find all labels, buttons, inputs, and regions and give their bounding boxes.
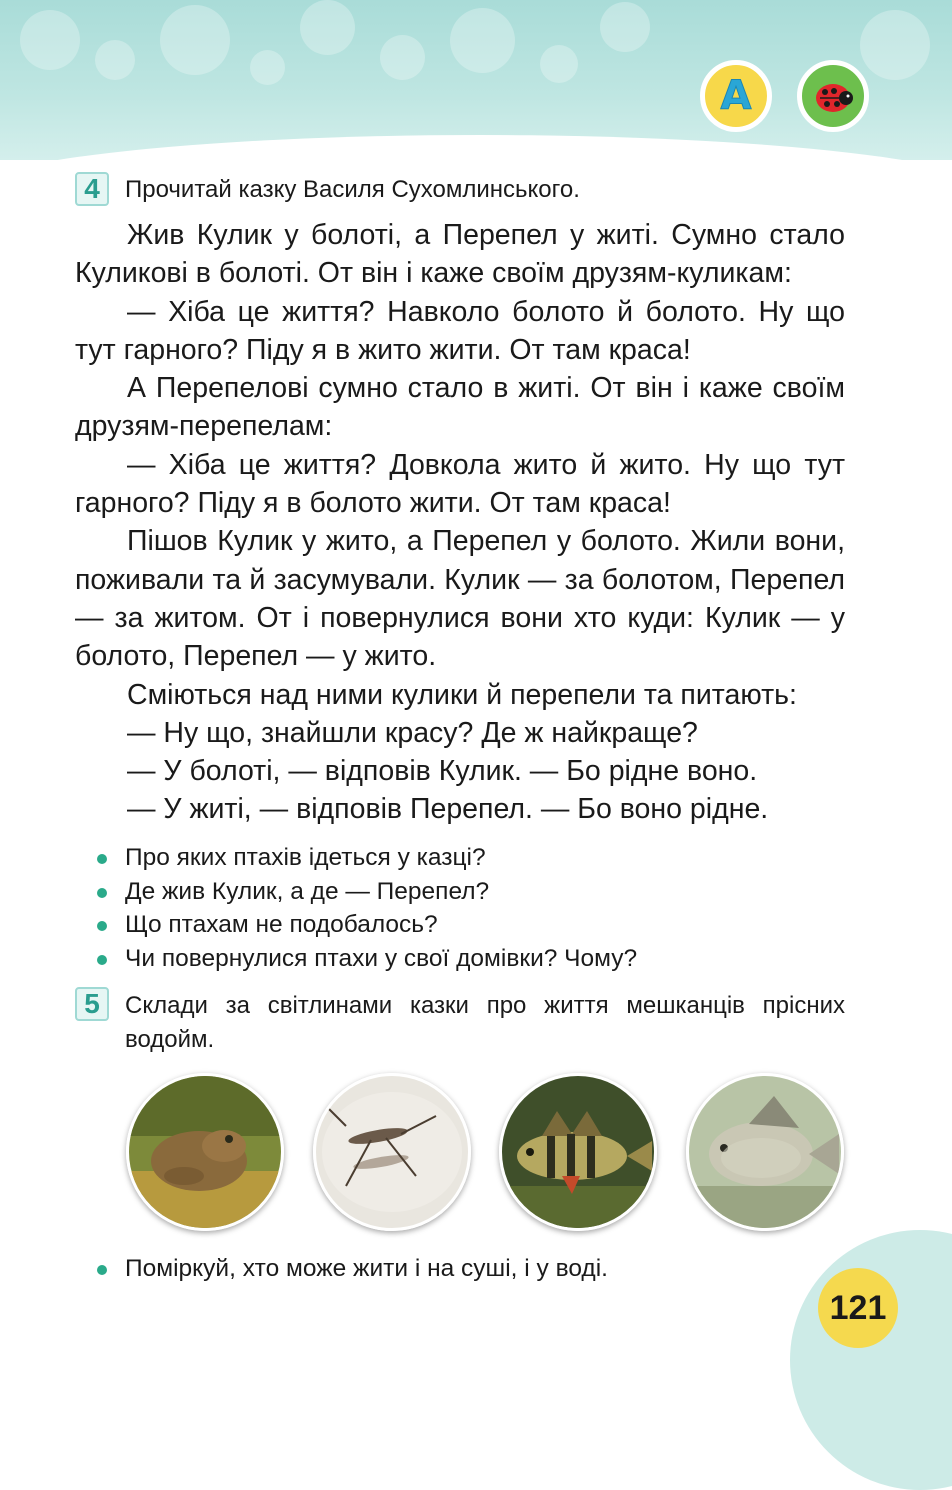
crucian-carp-photo [686, 1073, 844, 1231]
question-list [97, 1252, 857, 1286]
bullet-icon [97, 921, 107, 931]
story-paragraph: — Хіба це життя? Навколо болото й болото. Ну що тут гарного? Піду я в жито жити. От там краса! [75, 295, 845, 366]
story-paragraph: Пішов Кулик у жито, а Перепел у болото. Жили вони, поживали та й засумували. Кулик — за болотом, Перепел — за житом. От і повернулися вони хто куди: Кулик — у болото, Перепел — у жито. [75, 525, 845, 673]
story-text [75, 216, 845, 829]
toad-photo [126, 1073, 284, 1231]
story-paragraph: — У житі, — відповів Перепел. — Бо воно рідне. [127, 793, 769, 826]
task-number-badge: 5 [75, 987, 109, 1021]
list-item: Де жив Кулик, а де — Перепел? [97, 875, 857, 909]
story-paragraph: — У болоті, — відповів Кулик. — Бо рідне воно. [127, 755, 758, 788]
bullet-icon [97, 854, 107, 864]
story-paragraph: — Хіба це життя? Довкола жито й жито. Ну що тут гарного? Піду я в болото жити. От там краса! [75, 448, 845, 520]
page-number: 121 [818, 1268, 898, 1348]
list-item: Що птахам не подобалось? [97, 908, 857, 942]
story-paragraph: Жив Кулик у болоті, а Перепел у житі. Сумно стало Куликові в болоті. От він і каже своїм друзям-куликам: [75, 219, 845, 290]
story-paragraph: А Перепелові сумно стало в житі. От він і каже своїм друзям-перепелам: [75, 372, 845, 443]
story-paragraph: Сміються над ними кулики й перепели та питають: [127, 678, 797, 711]
task-instruction: Прочитай казку Василя Сухомлинського. [125, 176, 580, 203]
bullet-icon [97, 955, 107, 965]
bullet-icon [97, 888, 107, 898]
perch-photo [499, 1073, 657, 1231]
water-strider-photo [313, 1073, 471, 1231]
ladybug-icon [797, 60, 869, 132]
letter-a-icon: А [700, 60, 772, 132]
list-item: Чи повернулися птахи у свої домівки? Чому? [97, 942, 857, 976]
list-item: Про яких птахів ідеться у казці? [97, 841, 857, 875]
question-list [97, 841, 857, 975]
story-paragraph: — Ну що, знайшли красу? Де ж найкраще? [127, 716, 698, 749]
bullet-icon [97, 1265, 107, 1275]
task-number-badge: 4 [75, 172, 109, 206]
task-instruction: Склади за світлинами казки про життя мешканців прісних водойм. [125, 992, 845, 1053]
list-item: Поміркуй, хто може жити і на суші, і у воді. [97, 1252, 857, 1286]
